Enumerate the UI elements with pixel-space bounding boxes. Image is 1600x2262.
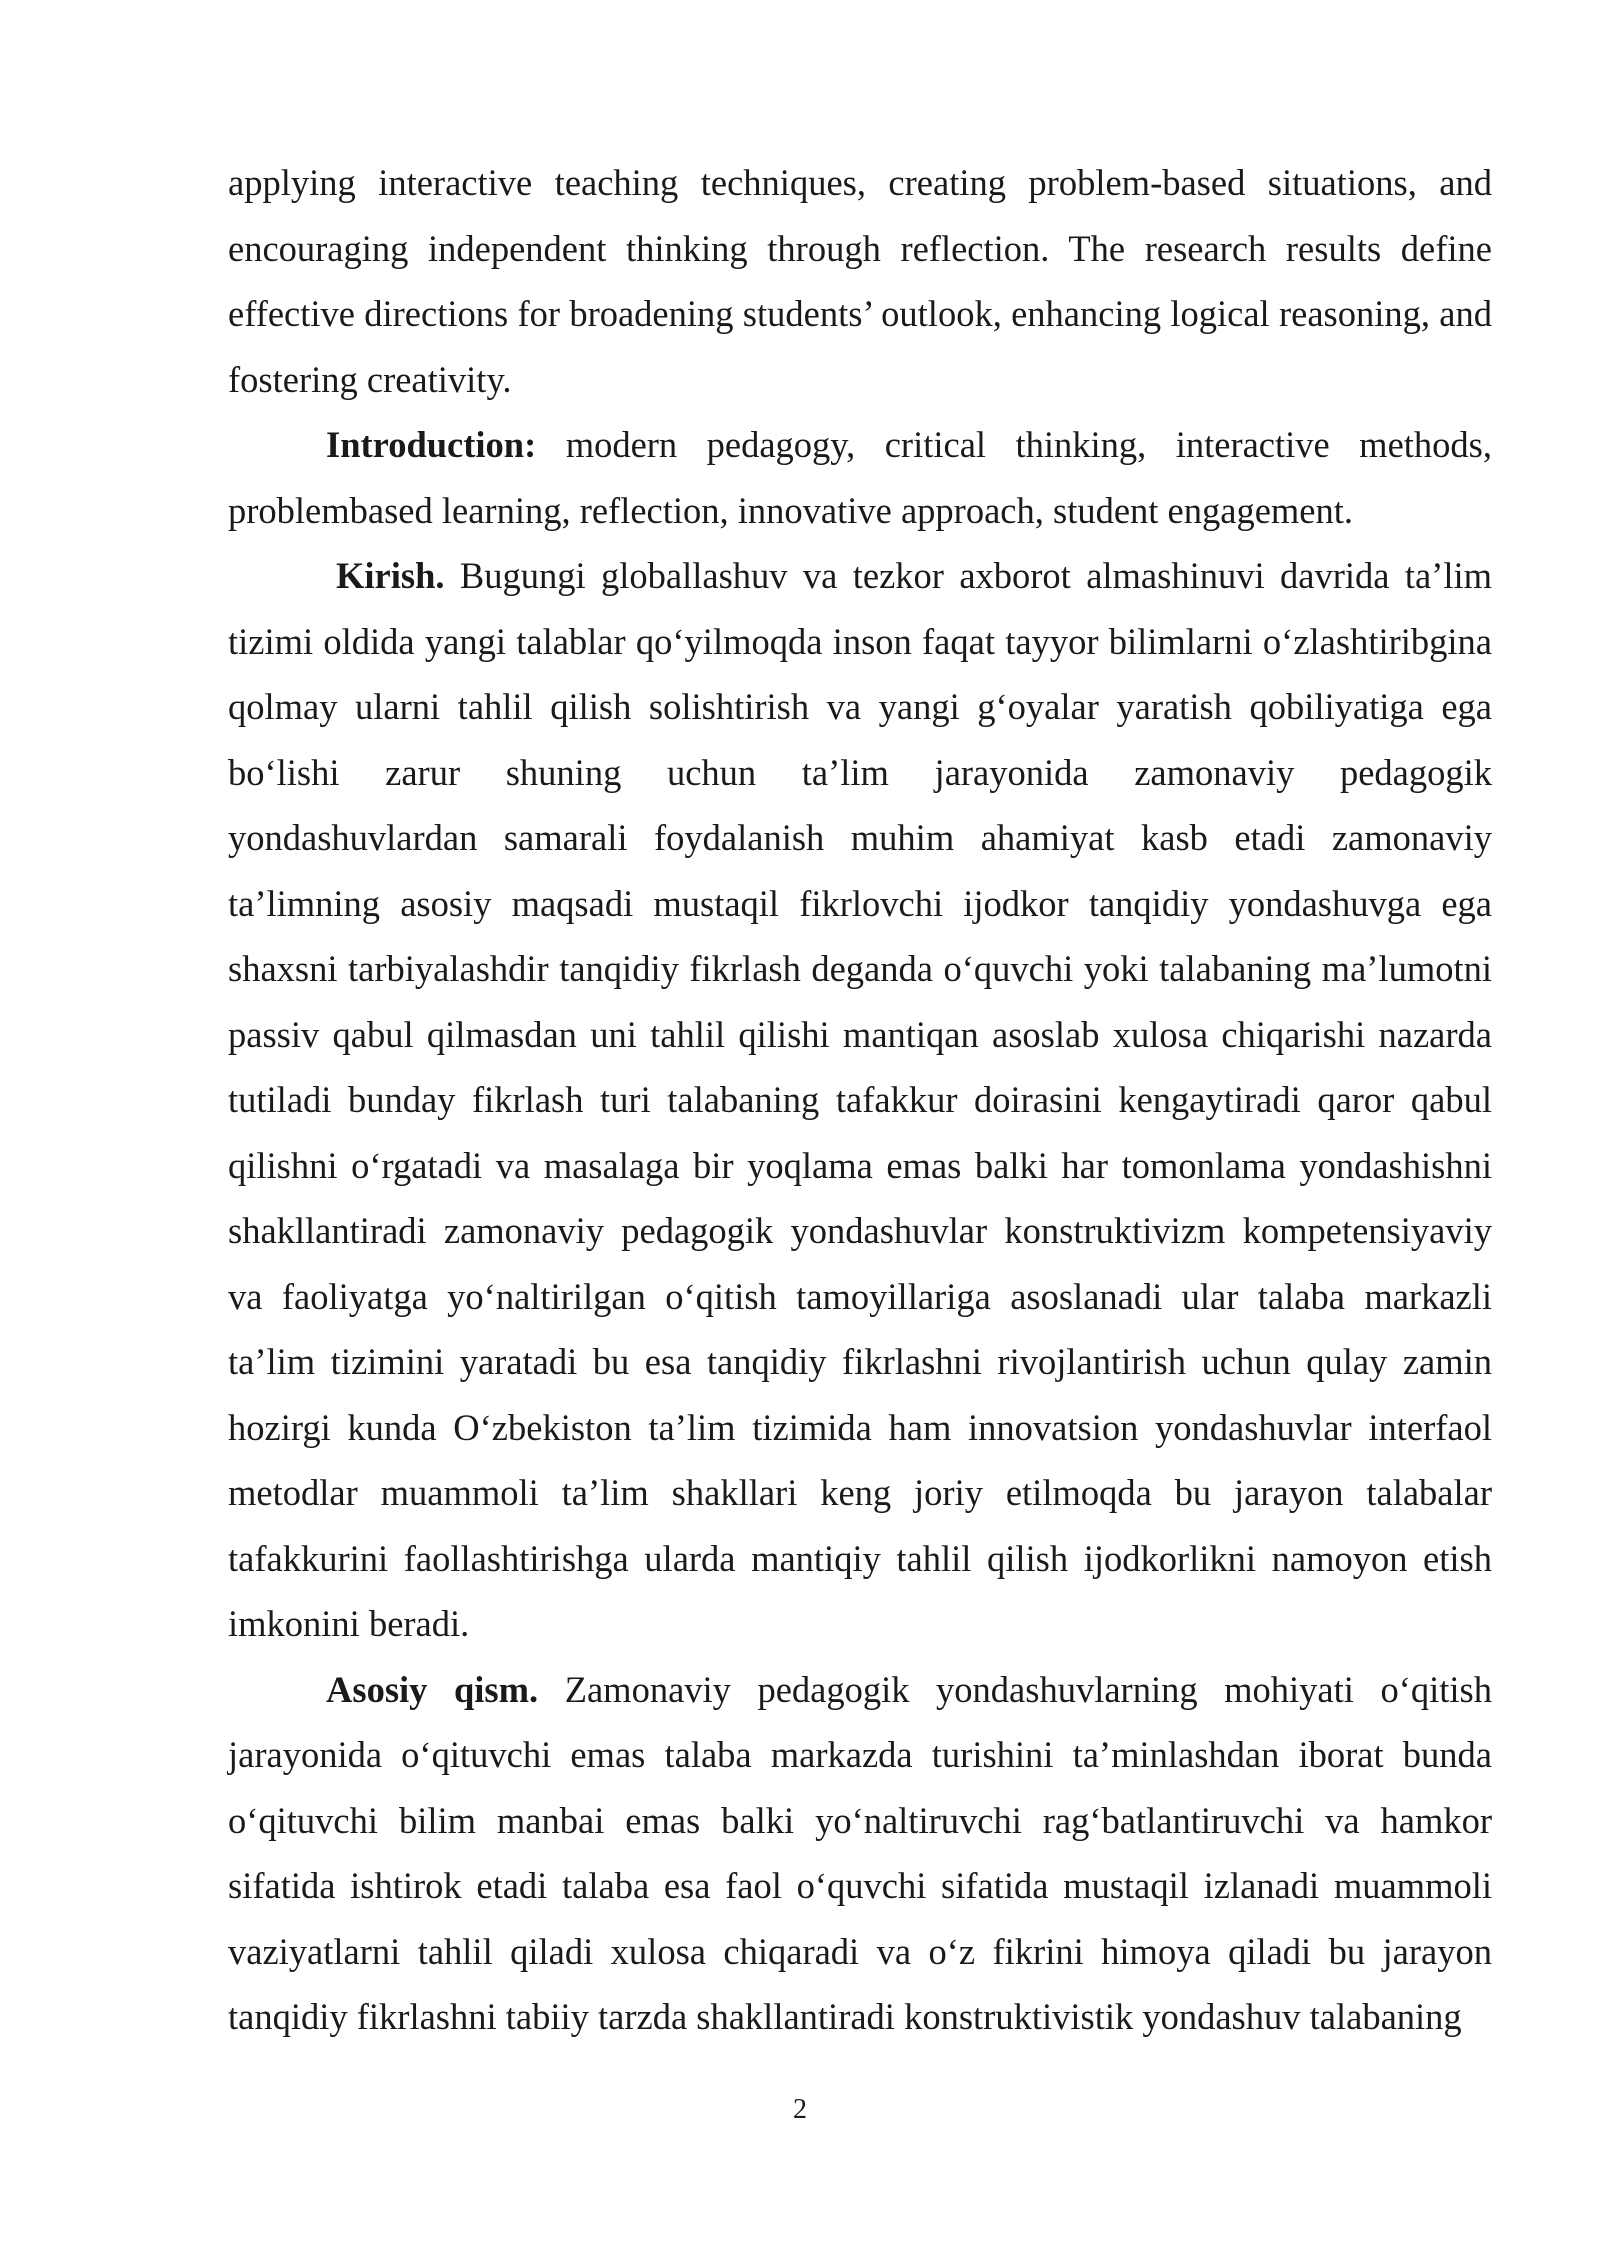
page-body [228, 150, 1492, 2050]
keywords-paragraph [228, 412, 1492, 543]
kirish-text: Bugungi globallashuv va tezkor axborot almashinuvi davrida ta’lim tizimi oldida yangi talablar qo‘yilmoqda inson faqat tayyor bilimlarni o‘zlashtiribgina qolmay ularni tahlil qilish solishtirish va yangi g‘oyalar yaratish qobiliyatiga ega bo‘lishi zarur shuning uchun ta’lim jarayonida zamonaviy pedagogik yondashuvlardan samarali foydalanish muhim ahamiyat kasb etadi zamonaviy ta’limning asosiy maqsadi mustaqil fikrlovchi ijodkor tanqidiy yondashuvga ega shaxsni tarbiyalashdir tanqidiy fikrlash deganda o‘quvchi yoki talabaning ma’lumotni passiv qabul qilmasdan uni tahlil qilishi mantiqan asoslab xulosa chiqarishi nazarda tutiladi bunday fikrlash turi talabaning tafakkur doirasini kengaytiradi qaror qabul qilishni o‘rgatadi va masalaga bir yoqlama emas balki har tomonlama yondashishni shakllantiradi zamonaviy pedagogik yondashuvlar konstruktivizm kompetensiyaviy va faoliyatga yo‘naltirilgan o‘qitish tamoyillariga asoslanadi ular talaba markazli ta’lim tizimini yaratadi bu esa tanqidiy fikrlashni rivojlantirish uchun qulay zamin hozirgi kunda O‘zbekiston ta’lim tizimida ham innovatsion yondashuvlar interfaol metodlar muammoli ta’lim shakllari keng joriy etilmoqda bu jarayon talabalar tafakkurini faollashtirishga ularda mantiqiy tahlil qilish ijodkorlikni namoyon etish imkonini beradi. [228, 555, 1492, 1644]
kirish-paragraph [228, 543, 1492, 1657]
asosiy-paragraph [228, 1657, 1492, 2050]
asosiy-text: Zamonaviy pedagogik yondashuvlarning mohiyati o‘qitish jarayonida o‘qituvchi emas talaba markazda turishini ta’minlashdan iborat bunda o‘qituvchi bilim manbai emas balki yo‘naltiruvchi rag‘batlantiruvchi va hamkor sifatida ishtirok etadi talaba esa faol o‘quvchi sifatida mustaqil izlanadi muammoli vaziyatlarni tahlil qiladi xulosa chiqaradi va o‘z fikrini himoya qiladi bu jarayon tanqidiy fikrlashni tabiiy tarzda shakllantiradi konstruktivistik yondashuv talabaning [228, 1668, 1492, 2037]
asosiy-heading: Asosiy qism. [326, 1668, 539, 1710]
kirish-heading: Kirish. [336, 555, 445, 596]
page-number: 2 [793, 2094, 807, 2125]
keywords-text: modern pedagogy, critical thinking, interactive methods, problembased learning, reflection, innovative approach, student engagement. [228, 424, 1492, 531]
abstract-paragraph: applying interactive teaching techniques, creating problem-based situations, and encouraging independent thinking through reflection. The research results define effective directions for broadening students’ outlook, enhancing logical reasoning, and fostering creativity. [228, 162, 1492, 400]
keywords-heading: Introduction: [326, 424, 537, 465]
